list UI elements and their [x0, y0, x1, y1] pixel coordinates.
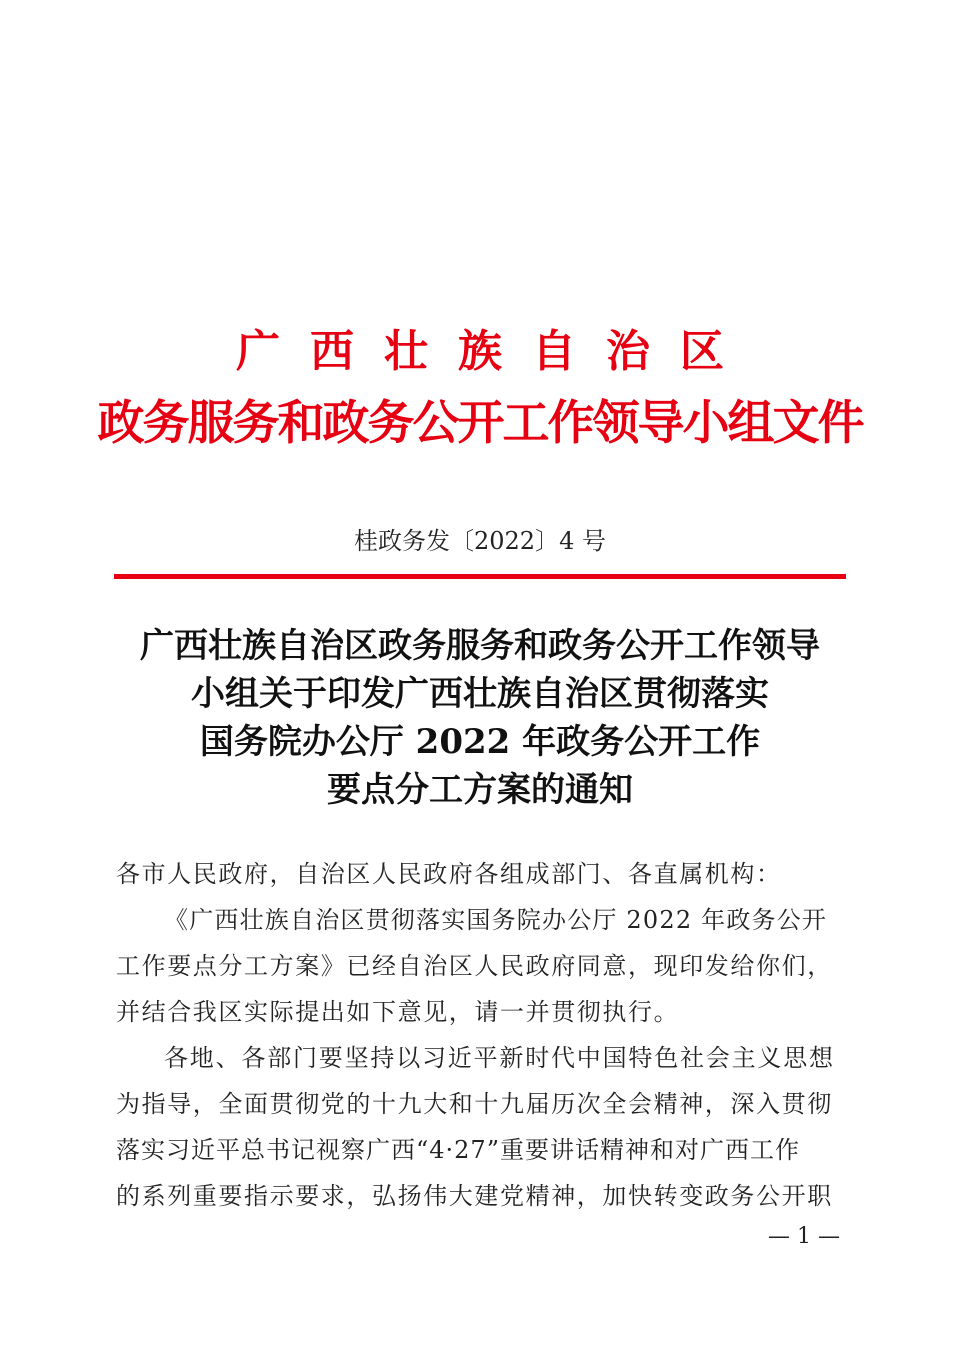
body-line: 工作要点分工方案》已经自治区人民政府同意，现印发给你们， — [116, 952, 833, 980]
body-line: 《广西壮族自治区贯彻落实国务院办公厅 2022 年政务公开 — [164, 906, 828, 934]
document-title — [100, 622, 860, 814]
issuing-authority-line: 广西壮族自治区 — [236, 326, 754, 377]
title-line: 要点分工方案的通知 — [327, 770, 633, 810]
title-line: 小组关于印发广西壮族自治区贯彻落实 — [191, 674, 769, 714]
body-line: 并结合我区实际提出如下意见，请一并贯彻执行。 — [116, 998, 680, 1026]
document-type-line: 政务服务和政务公开工作领导小组文件 — [97, 396, 863, 451]
page-number: — 1 — — [768, 1224, 840, 1249]
salutation: 各市人民政府，自治区人民政府各组成部门、各直属机构： — [116, 860, 782, 888]
body-line: 的系列重要指示要求，弘扬伟大建党精神，加快转变政务公开职 — [116, 1182, 833, 1210]
red-separator-line — [114, 574, 846, 579]
body-line: 为指导，全面贯彻党的十九大和十九届历次全会精神，深入贯彻 — [116, 1090, 833, 1118]
body-line: 落实习近平总书记视察广西“4·27”重要讲话精神和对广西工作 — [116, 1136, 800, 1164]
title-line: 国务院办公厅 2022 年政务公开工作 — [199, 722, 761, 762]
body-line: 各地、各部门要坚持以习近平新时代中国特色社会主义思想 — [164, 1044, 835, 1072]
document-number: 桂政务发〔2022〕4 号 — [354, 527, 606, 555]
title-line: 广西壮族自治区政务服务和政务公开工作领导 — [140, 626, 820, 666]
